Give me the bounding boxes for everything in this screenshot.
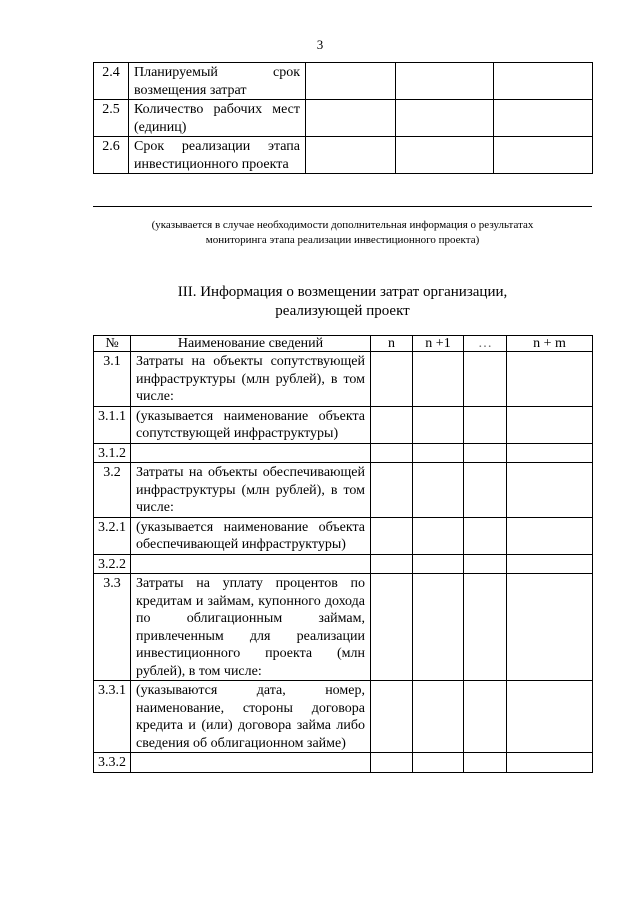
value-cell	[371, 681, 413, 753]
row-label: Планируемый срок возмещения затрат	[129, 63, 306, 100]
value-cell	[396, 63, 494, 100]
value-cell	[507, 406, 593, 443]
row-label	[131, 554, 371, 574]
value-cell	[507, 517, 593, 554]
section-title-line-2: реализующей проект	[275, 303, 410, 319]
row-number: 3.1.1	[94, 406, 131, 443]
value-cell	[371, 554, 413, 574]
row-number: 3.3.1	[94, 681, 131, 753]
row-number: 3.3.2	[94, 753, 131, 773]
table-row	[94, 517, 593, 554]
value-cell	[507, 554, 593, 574]
value-cell	[371, 753, 413, 773]
footnote-line-2: мониторинга этапа реализации инвестиционного проекта)	[205, 234, 480, 246]
value-cell	[413, 681, 464, 753]
row-label: Количество рабочих мест (единиц)	[129, 100, 306, 137]
table-header-row	[94, 336, 593, 352]
value-cell	[464, 352, 507, 407]
table-row	[94, 753, 593, 773]
table-row	[94, 137, 593, 174]
footnote-caption	[93, 218, 592, 248]
value-cell	[507, 681, 593, 753]
reimbursement-table	[93, 335, 593, 773]
row-label: Затраты на объекты обеспечивающей инфраструктуры (млн рублей), в том числе:	[131, 463, 371, 518]
row-label: Срок реализации этапа инвестиционного проекта	[129, 137, 306, 174]
value-cell	[464, 463, 507, 518]
value-cell	[371, 517, 413, 554]
top-table	[93, 62, 593, 174]
section-title	[93, 283, 592, 321]
value-cell	[464, 574, 507, 681]
column-header-number: №	[94, 336, 131, 352]
table-row	[94, 406, 593, 443]
value-cell	[464, 443, 507, 463]
value-cell	[413, 443, 464, 463]
value-cell	[413, 463, 464, 518]
value-cell	[413, 406, 464, 443]
section-title-line-1: III. Информация о возмещении затрат организации,	[177, 284, 508, 300]
row-label: Затраты на уплату процентов по кредитам и займам, купонного дохода по облигационным займам, привлеченным для реализации инвестиционного проекта (млн рублей), в том числе:	[131, 574, 371, 681]
value-cell	[507, 463, 593, 518]
value-cell	[464, 406, 507, 443]
value-cell	[464, 753, 507, 773]
value-cell	[371, 443, 413, 463]
row-number: 2.6	[94, 137, 129, 174]
value-cell	[371, 406, 413, 443]
value-cell	[396, 137, 494, 174]
value-cell	[413, 753, 464, 773]
row-label: (указываются дата, номер, наименование, стороны договора кредита и (или) договора займа либо сведения об облигационном займе)	[131, 681, 371, 753]
table-row	[94, 443, 593, 463]
page-number: 3	[316, 37, 324, 52]
row-label: (указывается наименование объекта сопутствующей инфраструктуры)	[131, 406, 371, 443]
row-number: 3.1	[94, 352, 131, 407]
value-cell	[371, 574, 413, 681]
value-cell	[507, 443, 593, 463]
value-cell	[464, 517, 507, 554]
value-cell	[306, 100, 396, 137]
row-number: 2.5	[94, 100, 129, 137]
row-number: 2.4	[94, 63, 129, 100]
value-cell	[413, 574, 464, 681]
row-number: 3.2.1	[94, 517, 131, 554]
value-cell	[413, 352, 464, 407]
value-cell	[494, 63, 593, 100]
footnote-line-1: (указывается в случае необходимости дополнительная информация о результатах	[151, 219, 534, 231]
value-cell	[507, 352, 593, 407]
table-row	[94, 63, 593, 100]
row-number: 3.2.2	[94, 554, 131, 574]
table-row	[94, 574, 593, 681]
table-row	[94, 352, 593, 407]
column-header-ellipsis: …	[464, 336, 507, 352]
table-row	[94, 554, 593, 574]
signature-line	[93, 206, 592, 207]
value-cell	[507, 753, 593, 773]
value-cell	[413, 554, 464, 574]
value-cell	[494, 100, 593, 137]
row-label	[131, 443, 371, 463]
column-header-name: Наименование сведений	[131, 336, 371, 352]
row-number: 3.1.2	[94, 443, 131, 463]
value-cell	[396, 100, 494, 137]
row-label: Затраты на объекты сопутствующей инфраструктуры (млн рублей), в том числе:	[131, 352, 371, 407]
column-header-n-plus-1: n +1	[413, 336, 464, 352]
row-number: 3.2	[94, 463, 131, 518]
row-label	[131, 753, 371, 773]
value-cell	[413, 517, 464, 554]
table-row	[94, 100, 593, 137]
table-row	[94, 463, 593, 518]
value-cell	[507, 574, 593, 681]
value-cell	[306, 63, 396, 100]
table-row	[94, 681, 593, 753]
value-cell	[464, 554, 507, 574]
column-header-n-plus-m: n + m	[507, 336, 593, 352]
value-cell	[371, 352, 413, 407]
column-header-n: n	[371, 336, 413, 352]
value-cell	[494, 137, 593, 174]
row-number: 3.3	[94, 574, 131, 681]
value-cell	[464, 681, 507, 753]
value-cell	[371, 463, 413, 518]
row-label: (указывается наименование объекта обеспечивающей инфраструктуры)	[131, 517, 371, 554]
value-cell	[306, 137, 396, 174]
